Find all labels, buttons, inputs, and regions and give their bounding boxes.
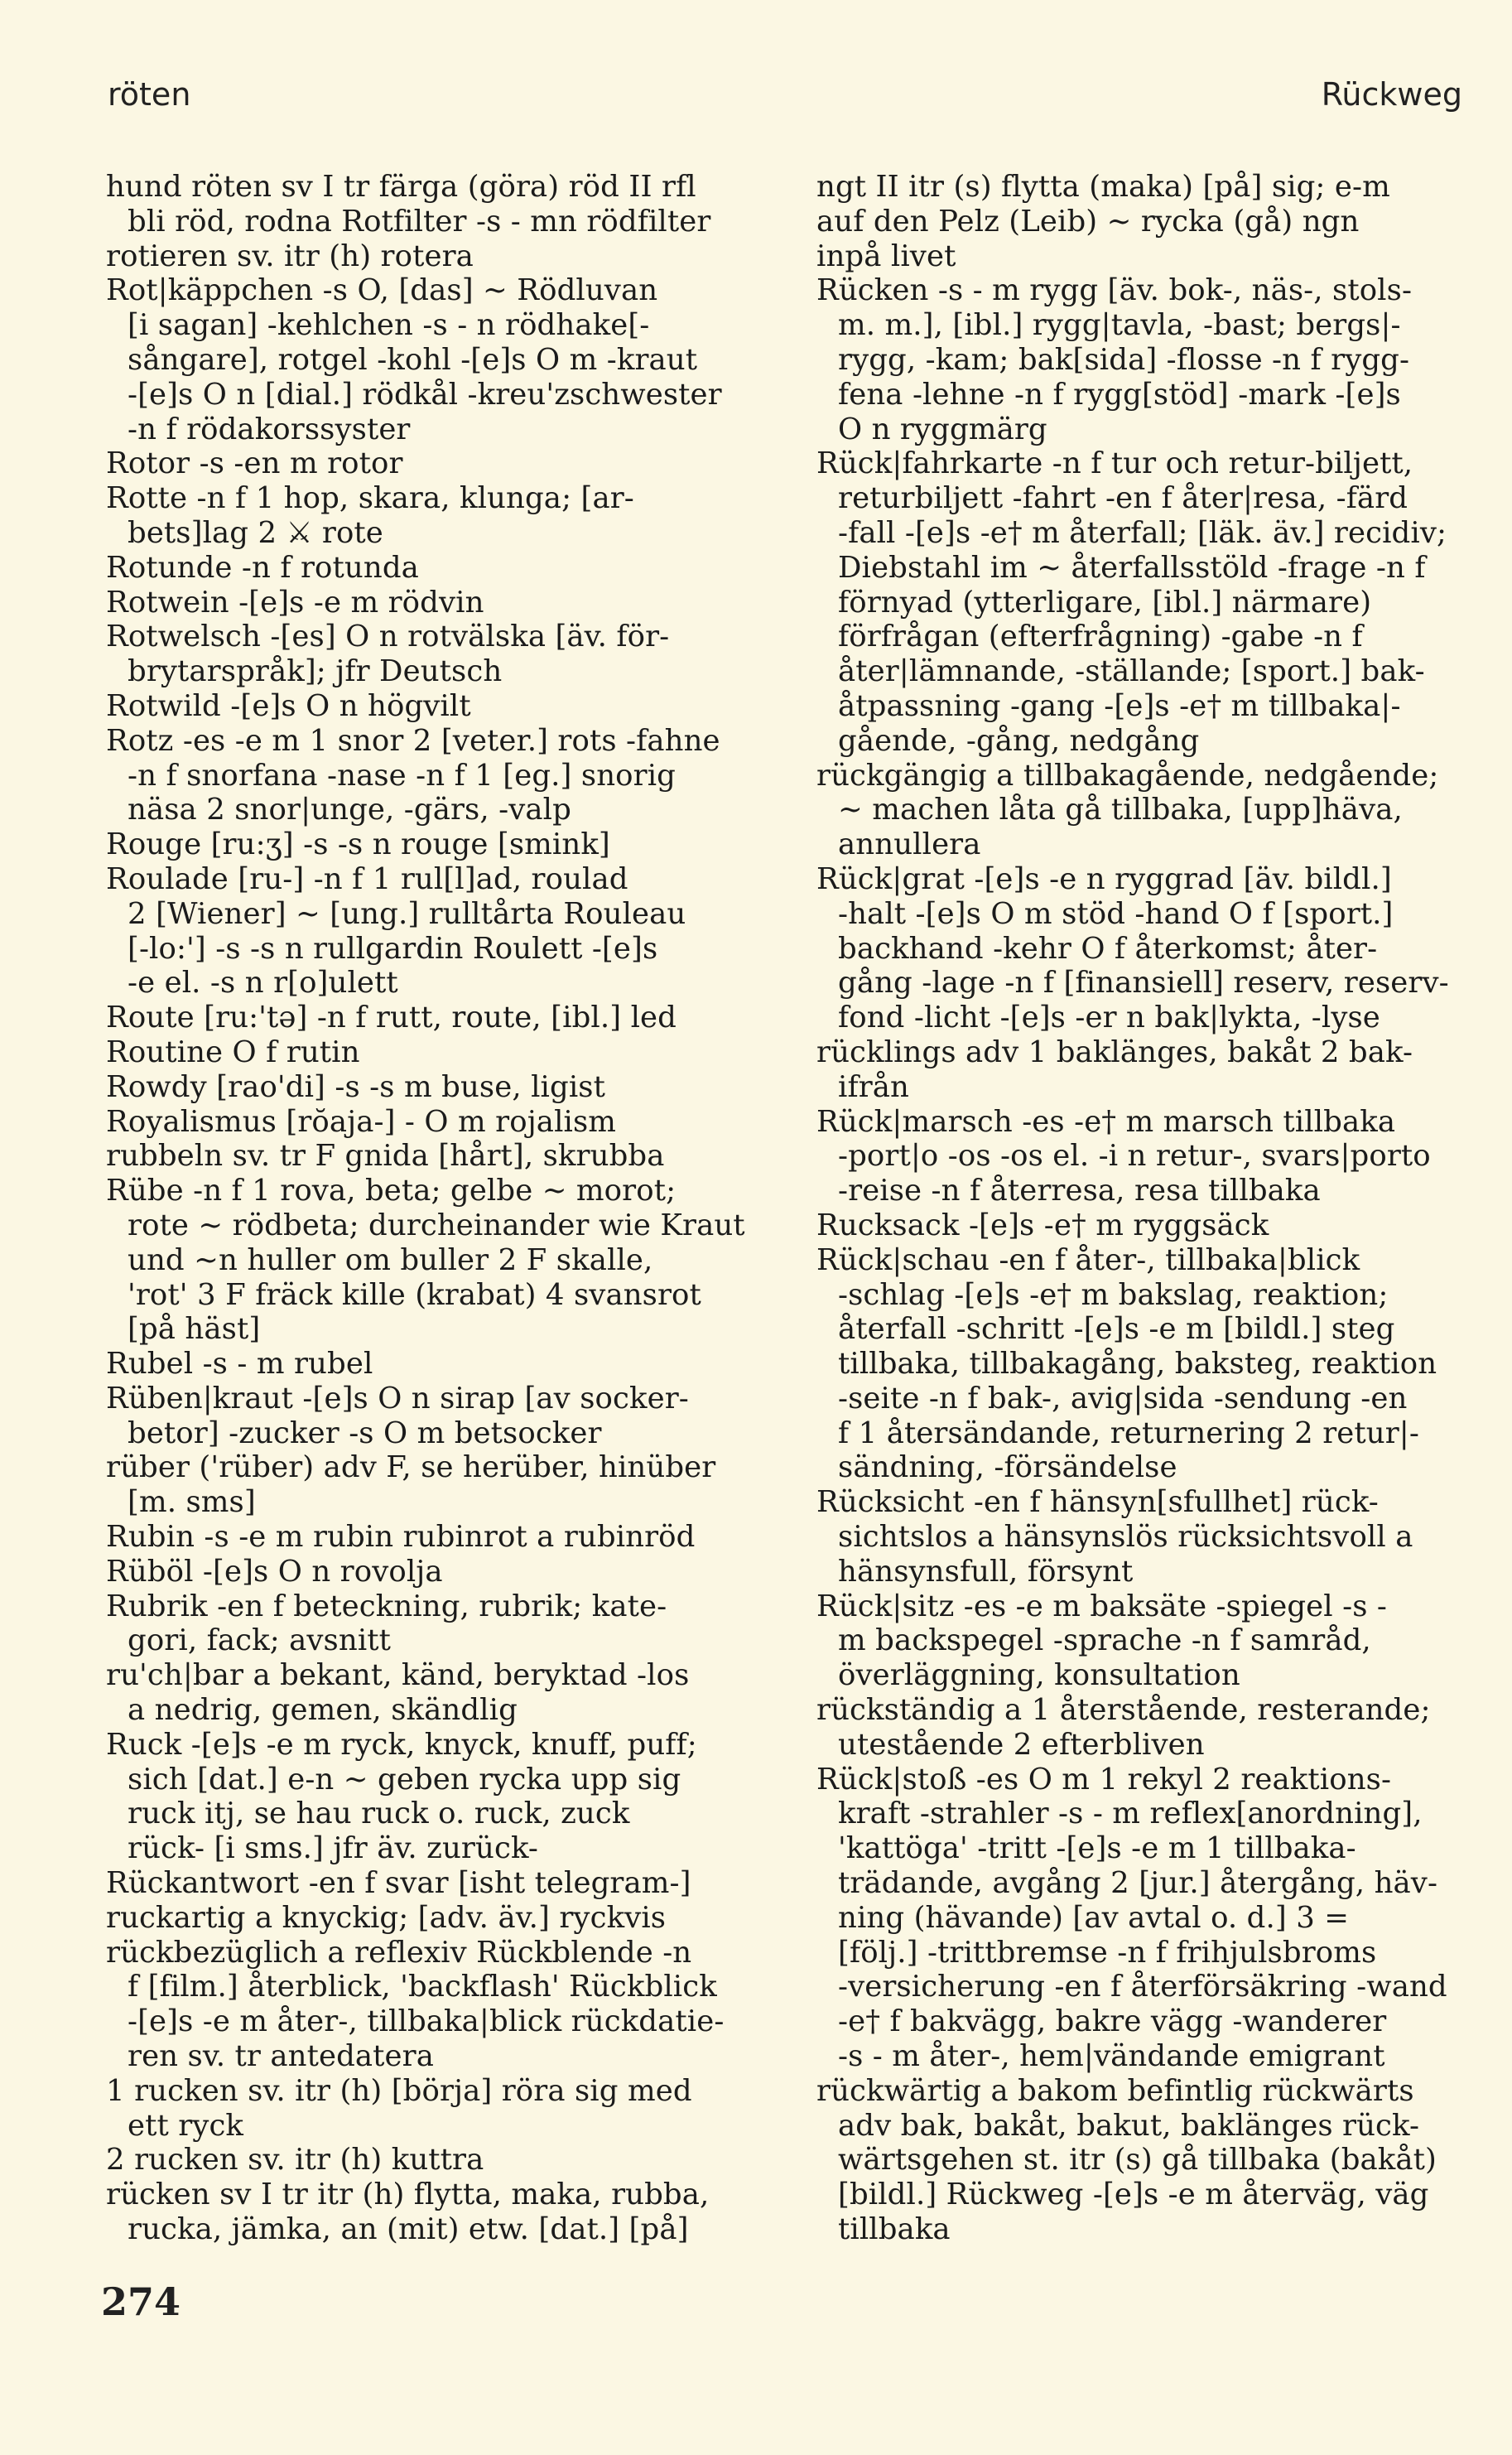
text-line: und ~n huller om buller 2 F skalle, — [128, 1242, 653, 1277]
text-line: returbiljett -fahrt -en f åter|resa, -färd — [838, 481, 1408, 516]
text-line: -versicherung -en f återförsäkring -wand — [838, 1970, 1447, 2004]
text-line: Rotte -n f 1 hop, skara, klunga; [ar- — [106, 481, 634, 516]
text-line: [på häst] — [128, 1312, 261, 1347]
text-line: inpå livet — [816, 239, 956, 273]
text-line: Rowdy [rao'di] -s -s m buse, ligist — [106, 1069, 605, 1104]
page-number: 274 — [101, 2279, 181, 2324]
text-line: -fall -[e]s -e† m återfall; [läk. äv.] recidiv; — [838, 515, 1447, 550]
text-line: hänsynsfull, försynt — [838, 1554, 1134, 1589]
text-line: backhand -kehr O f återkomst; åter- — [838, 931, 1378, 966]
text-line: Route [ru:'tə] -n f rutt, route, [ibl.] led — [106, 1001, 677, 1035]
text-line: Rüböl -[e]s O n rovolja — [106, 1554, 443, 1589]
text-line: 'rot' 3 F fräck kille (krabat) 4 svansrot — [128, 1277, 701, 1312]
text-line: ifrån — [838, 1069, 909, 1104]
text-line: ngt II itr (s) flytta (maka) [på] sig; e-m — [816, 170, 1390, 204]
text-line: fond -licht -[e]s -er n bak|lykta, -lyse — [838, 1001, 1380, 1035]
text-line: Rotwild -[e]s O n högvilt — [106, 688, 471, 723]
text-line: förfrågan (efterfrågning) -gabe -n f — [838, 620, 1363, 654]
text-line: -n f snorfana -nase -n f 1 [eg.] snorig — [128, 758, 676, 793]
text-line: betor] -zucker -s O m betsocker — [128, 1416, 602, 1450]
text-line: Diebstahl im ~ återfallsstöld -frage -n f — [838, 550, 1426, 585]
text-line: Rotor -s -en m rotor — [106, 446, 403, 481]
text-line: Rotwelsch -[es] O n rotvälska [äv. för- — [106, 620, 670, 654]
text-line: Rück|sitz -es -e m baksäte -spiegel -s - — [816, 1589, 1388, 1623]
text-line: Rouge [ru:ʒ] -s -s n rouge [smink] — [106, 827, 610, 862]
text-line: Rück|stoß -es O m 1 rekyl 2 reaktions- — [816, 1762, 1392, 1797]
text-line: -s - m åter-, hem|vändande emigrant — [838, 2039, 1385, 2074]
text-line: kraft -strahler -s - m reflex[anordning], — [838, 1797, 1423, 1831]
text-line: Rotz -es -e m 1 snor 2 [veter.] rots -fahne — [106, 723, 720, 758]
text-line: hund röten sv I tr färga (göra) röd II rfl — [106, 170, 696, 204]
text-line: trädande, avgång 2 [jur.] återgång, häv- — [838, 1866, 1438, 1901]
text-line: O n ryggmärg — [838, 412, 1047, 446]
text-line: Rück|grat -[e]s -e n ryggrad [äv. bildl.] — [816, 861, 1392, 896]
text-line: 1 rucken sv. itr (h) [börja] röra sig med — [106, 2073, 692, 2108]
text-line: Rück|marsch -es -e† m marsch tillbaka — [816, 1104, 1396, 1139]
text-line: Rübe -n f 1 rova, beta; gelbe ~ morot; — [106, 1174, 677, 1208]
text-line: brytarspråk]; jfr Deutsch — [128, 654, 503, 689]
running-head-left: röten — [108, 76, 191, 113]
text-line: sich [dat.] e-n ~ geben rycka upp sig — [128, 1762, 681, 1797]
text-line: auf den Pelz (Leib) ~ rycka (gå) ngn — [816, 204, 1360, 239]
text-line: Rotunde -n f rotunda — [106, 550, 419, 585]
text-line: m. m.], [ibl.] rygg|tavla, -bast; bergs|- — [838, 308, 1401, 343]
text-line: återfall -schritt -[e]s -e m [bildl.] steg — [838, 1312, 1395, 1347]
text-line: utestående 2 efterbliven — [838, 1727, 1205, 1762]
text-line: förnyad (ytterligare, [ibl.] närmare) — [838, 585, 1372, 620]
text-line: ruck itj, se hau ruck o. ruck, zuck — [128, 1797, 630, 1831]
text-line: ren sv. tr antedatera — [128, 2039, 434, 2074]
text-line: gång -lage -n f [finansiell] reserv, reserv- — [838, 966, 1449, 1001]
text-line: -halt -[e]s O m stöd -hand O f [sport.] — [838, 896, 1394, 931]
text-line: 'kattöga' -tritt -[e]s -e m 1 tillbaka- — [838, 1831, 1356, 1866]
text-line: sångare], rotgel -kohl -[e]s O m -kraut — [128, 342, 698, 377]
text-line: Rot|käppchen -s O, [das] ~ Rödluvan — [106, 273, 658, 308]
text-line: Rüben|kraut -[e]s O n sirap [av socker- — [106, 1381, 689, 1416]
text-line: f 1 återsändande, returnering 2 retur|- — [838, 1416, 1419, 1450]
text-line: -seite -n f bak-, avig|sida -sendung -en — [838, 1381, 1408, 1416]
text-line: rückbezüglich a reflexiv Rückblende -n — [106, 1935, 692, 1970]
text-line: -e† f bakvägg, bakre vägg -wanderer — [838, 2004, 1387, 2039]
text-line: 2 rucken sv. itr (h) kuttra — [106, 2143, 484, 2178]
text-line: ett ryck — [128, 2108, 244, 2143]
text-line: Rück|schau -en f åter-, tillbaka|blick — [816, 1242, 1360, 1277]
text-line: bets]lag 2 ⚔ rote — [128, 515, 383, 550]
text-line: gori, fack; avsnitt — [128, 1623, 392, 1658]
text-line: rucka, jämka, an (mit) etw. [dat.] [på] — [128, 2212, 689, 2247]
text-line: annullera — [838, 827, 981, 862]
text-line: rubbeln sv. tr F gnida [hårt], skrubba — [106, 1139, 665, 1174]
text-line: Routine O f rutin — [106, 1035, 360, 1069]
text-line: sichtslos a hänsynslös rücksichtsvoll a — [838, 1520, 1413, 1555]
text-line: Rücken -s - m rygg [äv. bok-, näs-, stols- — [816, 273, 1413, 308]
text-line: [m. sms] — [128, 1485, 256, 1520]
text-line: Rücksicht -en f hänsyn[sfullhet] rück- — [816, 1485, 1379, 1520]
text-line: Rückantwort -en f svar [isht telegram-] — [106, 1866, 691, 1901]
text-line: tillbaka — [838, 2212, 951, 2247]
text-line: [-lo:'] -s -s n rullgardin Roulett -[e]s — [128, 931, 658, 966]
right-column — [816, 170, 1456, 2247]
text-line: adv bak, bakåt, bakut, baklänges rück- — [838, 2108, 1420, 2143]
text-line: rückständig a 1 återstående, resterande; — [816, 1693, 1431, 1728]
text-line: [följ.] -trittbremse -n f frihjulsbroms — [838, 1935, 1377, 1970]
text-line: rücklings adv 1 baklänges, bakåt 2 bak- — [816, 1035, 1413, 1069]
text-line: Rotwein -[e]s -e m rödvin — [106, 585, 484, 620]
text-line: Rubrik -en f beteckning, rubrik; kate- — [106, 1589, 667, 1623]
text-line: -schlag -[e]s -e† m bakslag, reaktion; — [838, 1277, 1389, 1312]
text-line: -[e]s O n [dial.] rödkål -kreu'zschwester — [128, 377, 722, 412]
text-line: åter|lämnande, -ställande; [sport.] bak- — [838, 654, 1425, 689]
text-line: rotieren sv. itr (h) rotera — [106, 239, 474, 273]
text-line: rück- [i sms.] jfr äv. zurück- — [128, 1831, 539, 1866]
text-line: rygg, -kam; bak[sida] -flosse -n f rygg- — [838, 342, 1410, 377]
text-line: sändning, -försändelse — [838, 1450, 1177, 1485]
text-line: ru'ch|bar a bekant, känd, beryktad -los — [106, 1658, 690, 1693]
text-line: rückwärtig a bakom befintlig rückwärts — [816, 2073, 1414, 2108]
text-line: -reise -n f återresa, resa tillbaka — [838, 1174, 1321, 1208]
text-line: rüber ('rüber) adv F, se herüber, hinüber — [106, 1450, 716, 1485]
text-line: bli röd, rodna Rotfilter -s - mn rödfilter — [128, 204, 711, 239]
text-line: -port|o -os -os el. -i n retur-, svars|porto — [838, 1139, 1431, 1174]
text-line: rote ~ rödbeta; durcheinander wie Kraut — [128, 1208, 745, 1242]
text-line: ruckartig a knyckig; [adv. äv.] ryckvis — [106, 1900, 667, 1935]
text-line: f [film.] återblick, 'backflash' Rückblick — [128, 1970, 717, 2004]
text-line: -n f rödakorssyster — [128, 412, 411, 446]
text-line: -e el. -s n r[o]ulett — [128, 966, 398, 1001]
text-line: överläggning, konsultation — [838, 1658, 1240, 1693]
left-column — [106, 170, 745, 2247]
text-line: [bildl.] Rückweg -[e]s -e m återväg, väg — [838, 2178, 1429, 2212]
text-line: ~ machen låta gå tillbaka, [upp]häva, — [838, 793, 1403, 827]
text-line: näsa 2 snor|unge, -gärs, -valp — [128, 793, 571, 827]
text-line: 2 [Wiener] ~ [ung.] rulltårta Rouleau — [128, 896, 686, 931]
text-line: Royalismus [rŏaja-] - O m rojalism — [106, 1104, 617, 1139]
text-line: rückgängig a tillbakagående, nedgående; — [816, 758, 1439, 793]
text-line: -[e]s -e m åter-, tillbaka|blick rückdatie- — [128, 2004, 725, 2039]
text-line: Ruck -[e]s -e m ryck, knyck, knuff, puff; — [106, 1727, 697, 1762]
text-line: Rück|fahrkarte -n f tur och retur-biljett, — [816, 446, 1413, 481]
text-line: åtpassning -gang -[e]s -e† m tillbaka|- — [838, 688, 1401, 723]
text-line: [i sagan] -kehlchen -s - n rödhake[- — [128, 308, 650, 343]
text-line: Rucksack -[e]s -e† m ryggsäck — [816, 1208, 1269, 1242]
text-line: rücken sv I tr itr (h) flytta, maka, rubba, — [106, 2178, 710, 2212]
text-line: fena -lehne -n f rygg[stöd] -mark -[e]s — [838, 377, 1401, 412]
text-line: a nedrig, gemen, skändlig — [128, 1693, 518, 1728]
text-line: gående, -gång, nedgång — [838, 723, 1200, 758]
text-line: Roulade [ru-] -n f 1 rul[l]ad, roulad — [106, 861, 628, 896]
text-line: wärtsgehen st. itr (s) gå tillbaka (bakåt) — [838, 2143, 1437, 2178]
text-line: ning (hävande) [av avtal o. d.] 3 = — [838, 1900, 1350, 1935]
text-line: m backspegel -sprache -n f samråd, — [838, 1623, 1371, 1658]
text-line: Rubin -s -e m rubin rubinrot a rubinröd — [106, 1520, 696, 1555]
text-line: tillbaka, tillbakagång, baksteg, reaktion — [838, 1347, 1437, 1382]
running-head-right: Rückweg — [1321, 76, 1462, 113]
text-line: Rubel -s - m rubel — [106, 1347, 373, 1382]
